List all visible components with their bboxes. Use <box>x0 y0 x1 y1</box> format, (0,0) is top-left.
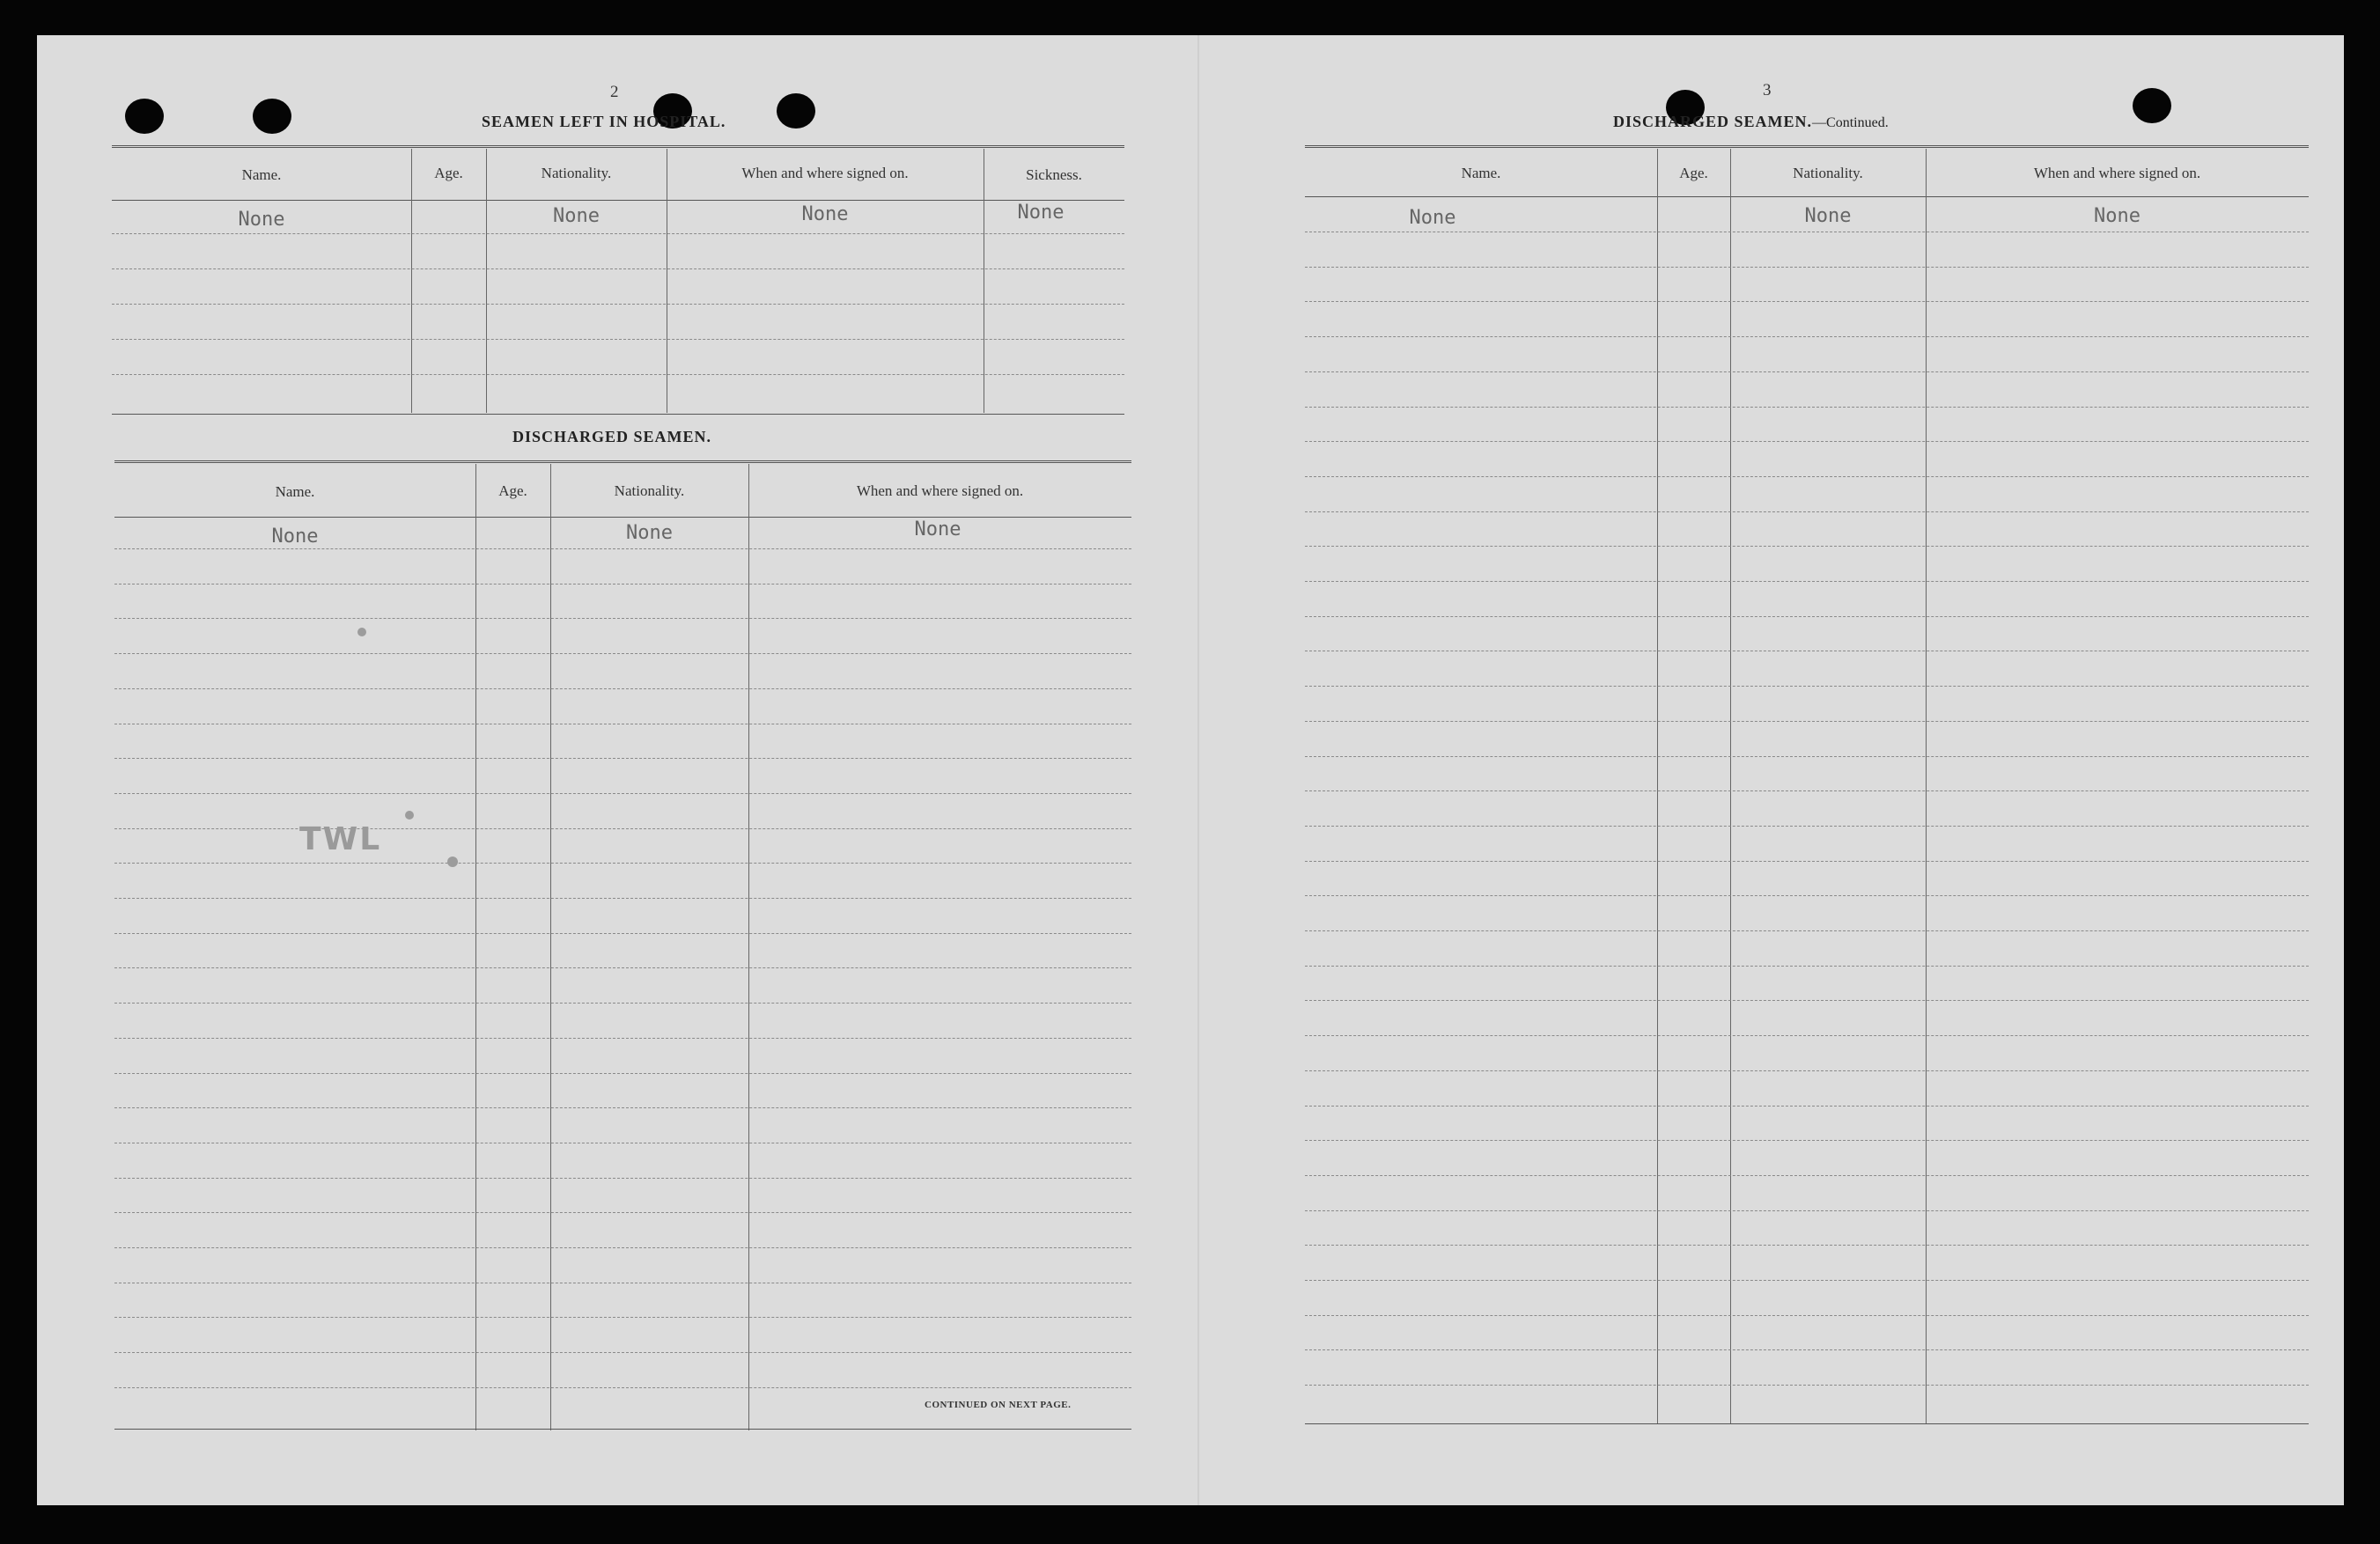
ruled-line <box>114 1107 1131 1108</box>
column-divider <box>748 464 749 1430</box>
cell-signed-on: None <box>914 518 962 540</box>
ruled-line <box>114 1387 1131 1388</box>
column-header-nationality: Nationality. <box>541 165 612 181</box>
column-divider <box>411 149 412 413</box>
column-header-age: Age. <box>1679 165 1708 181</box>
cell-name: None <box>271 526 319 548</box>
ruled-line <box>114 1003 1131 1004</box>
discharged-continued-title <box>1613 113 1889 131</box>
ruled-line <box>1305 756 2309 757</box>
column-header-nationality: Nationality. <box>614 482 685 499</box>
ruled-line <box>1305 895 2309 896</box>
column-header-sickness: Sickness. <box>1026 166 1082 183</box>
ruled-line <box>1305 1035 2309 1036</box>
ruled-line <box>114 967 1131 968</box>
cell-nationality: None <box>1804 205 1852 227</box>
ruled-line <box>1305 1106 2309 1107</box>
ruled-line <box>114 1247 1131 1248</box>
title-text: DISCHARGED SEAMEN. <box>1613 113 1813 130</box>
ruled-line <box>114 1317 1131 1318</box>
discharged-continued-table <box>1305 145 2309 1430</box>
cell-name: None <box>1409 207 1456 229</box>
ruled-line <box>1305 407 2309 408</box>
ruled-line <box>1305 616 2309 617</box>
ruled-line <box>1305 336 2309 337</box>
table-top-rule <box>112 145 1124 151</box>
table-top-rule <box>1305 145 2309 151</box>
ruled-line <box>1305 511 2309 512</box>
column-divider <box>475 464 476 1430</box>
ruled-line <box>1305 441 2309 442</box>
ruled-line <box>1305 790 2309 791</box>
ruled-line <box>1305 1070 2309 1071</box>
title-suffix: —Continued. <box>1812 115 1889 130</box>
column-header-signed-on: When and where signed on. <box>741 165 909 181</box>
cell-sickness: None <box>1017 202 1065 224</box>
document-sheet <box>37 35 2344 1505</box>
discharged-table <box>114 460 1131 1433</box>
ruled-line <box>114 584 1131 585</box>
ruled-line <box>114 653 1131 654</box>
ruled-line <box>1305 1280 2309 1281</box>
column-header-name: Name. <box>1461 165 1501 181</box>
header-rule <box>114 517 1131 518</box>
ruled-line <box>114 618 1131 619</box>
ruled-line <box>1305 1000 2309 1001</box>
ruled-line <box>1305 930 2309 931</box>
ruled-line <box>114 1178 1131 1179</box>
column-header-nationality: Nationality. <box>1793 165 1863 181</box>
left-page <box>37 35 1199 1505</box>
cell-nationality: None <box>626 522 673 544</box>
ruled-line <box>112 304 1124 305</box>
ink-spot <box>405 811 414 820</box>
ruled-line <box>114 758 1131 759</box>
ruled-line <box>114 793 1131 794</box>
punch-hole <box>253 99 291 134</box>
ruled-line <box>114 548 1131 549</box>
ruled-line <box>1305 1140 2309 1141</box>
ruled-line <box>114 1212 1131 1213</box>
ruled-line <box>1305 686 2309 687</box>
column-header-name: Name. <box>241 166 282 183</box>
continued-note: CONTINUED ON NEXT PAGE. <box>925 1400 1072 1410</box>
cell-signed-on: None <box>2094 205 2141 227</box>
ruled-line <box>114 1038 1131 1039</box>
ruled-line <box>114 1352 1131 1353</box>
cell-signed-on: None <box>801 203 849 225</box>
hospital-table <box>112 145 1124 449</box>
table-top-rule <box>114 460 1131 466</box>
page-number: 2 <box>610 83 619 101</box>
page-number: 3 <box>1763 81 1772 99</box>
right-page <box>1199 35 2344 1505</box>
ruled-line <box>112 233 1124 234</box>
ruled-line <box>1305 1315 2309 1316</box>
column-divider <box>486 149 487 413</box>
ruled-line <box>1305 1385 2309 1386</box>
ruled-line <box>1305 1175 2309 1176</box>
ruled-line <box>1305 267 2309 268</box>
ruled-line <box>1305 1210 2309 1211</box>
ink-spot <box>447 857 458 867</box>
stamp-impression: TWL <box>299 821 382 857</box>
ruled-line <box>1305 581 2309 582</box>
punch-hole <box>125 99 164 134</box>
table-bottom-rule <box>114 1429 1131 1430</box>
ruled-line <box>114 863 1131 864</box>
ruled-line <box>114 828 1131 829</box>
ruled-line <box>1305 546 2309 547</box>
cell-nationality: None <box>553 205 600 227</box>
ruled-line <box>114 898 1131 899</box>
ruled-line <box>1305 861 2309 862</box>
header-rule <box>1305 196 2309 197</box>
ruled-line <box>112 374 1124 375</box>
ruled-line <box>1305 371 2309 372</box>
column-divider <box>1657 149 1658 1423</box>
table-bottom-rule <box>1305 1423 2309 1424</box>
ruled-line <box>112 268 1124 269</box>
column-divider <box>1926 149 1927 1423</box>
ruled-line <box>1305 1349 2309 1350</box>
ruled-line <box>1305 966 2309 967</box>
ruled-line <box>1305 1245 2309 1246</box>
cell-name: None <box>238 209 285 231</box>
punch-hole <box>777 93 815 129</box>
ruled-line <box>114 1073 1131 1074</box>
column-header-signed-on: When and where signed on. <box>2033 165 2201 181</box>
ruled-line <box>1305 721 2309 722</box>
header-rule <box>112 200 1124 201</box>
column-header-signed-on: When and where signed on. <box>856 482 1024 499</box>
column-header-age: Age. <box>498 482 527 499</box>
ruled-line <box>114 688 1131 689</box>
table-bottom-rule <box>112 414 1124 415</box>
ruled-line <box>1305 826 2309 827</box>
ruled-line <box>1305 476 2309 477</box>
ruled-line <box>112 339 1124 340</box>
ruled-line <box>1305 301 2309 302</box>
ink-spot <box>357 628 366 636</box>
column-divider <box>550 464 551 1430</box>
discharged-section-title: DISCHARGED SEAMEN. <box>512 428 712 445</box>
column-divider <box>1730 149 1731 1423</box>
hospital-section-title: SEAMEN LEFT IN HOSPITAL. <box>482 113 726 130</box>
ruled-line <box>114 933 1131 934</box>
punch-hole <box>2133 88 2171 123</box>
column-header-age: Age. <box>434 165 463 181</box>
column-header-name: Name. <box>275 483 315 500</box>
